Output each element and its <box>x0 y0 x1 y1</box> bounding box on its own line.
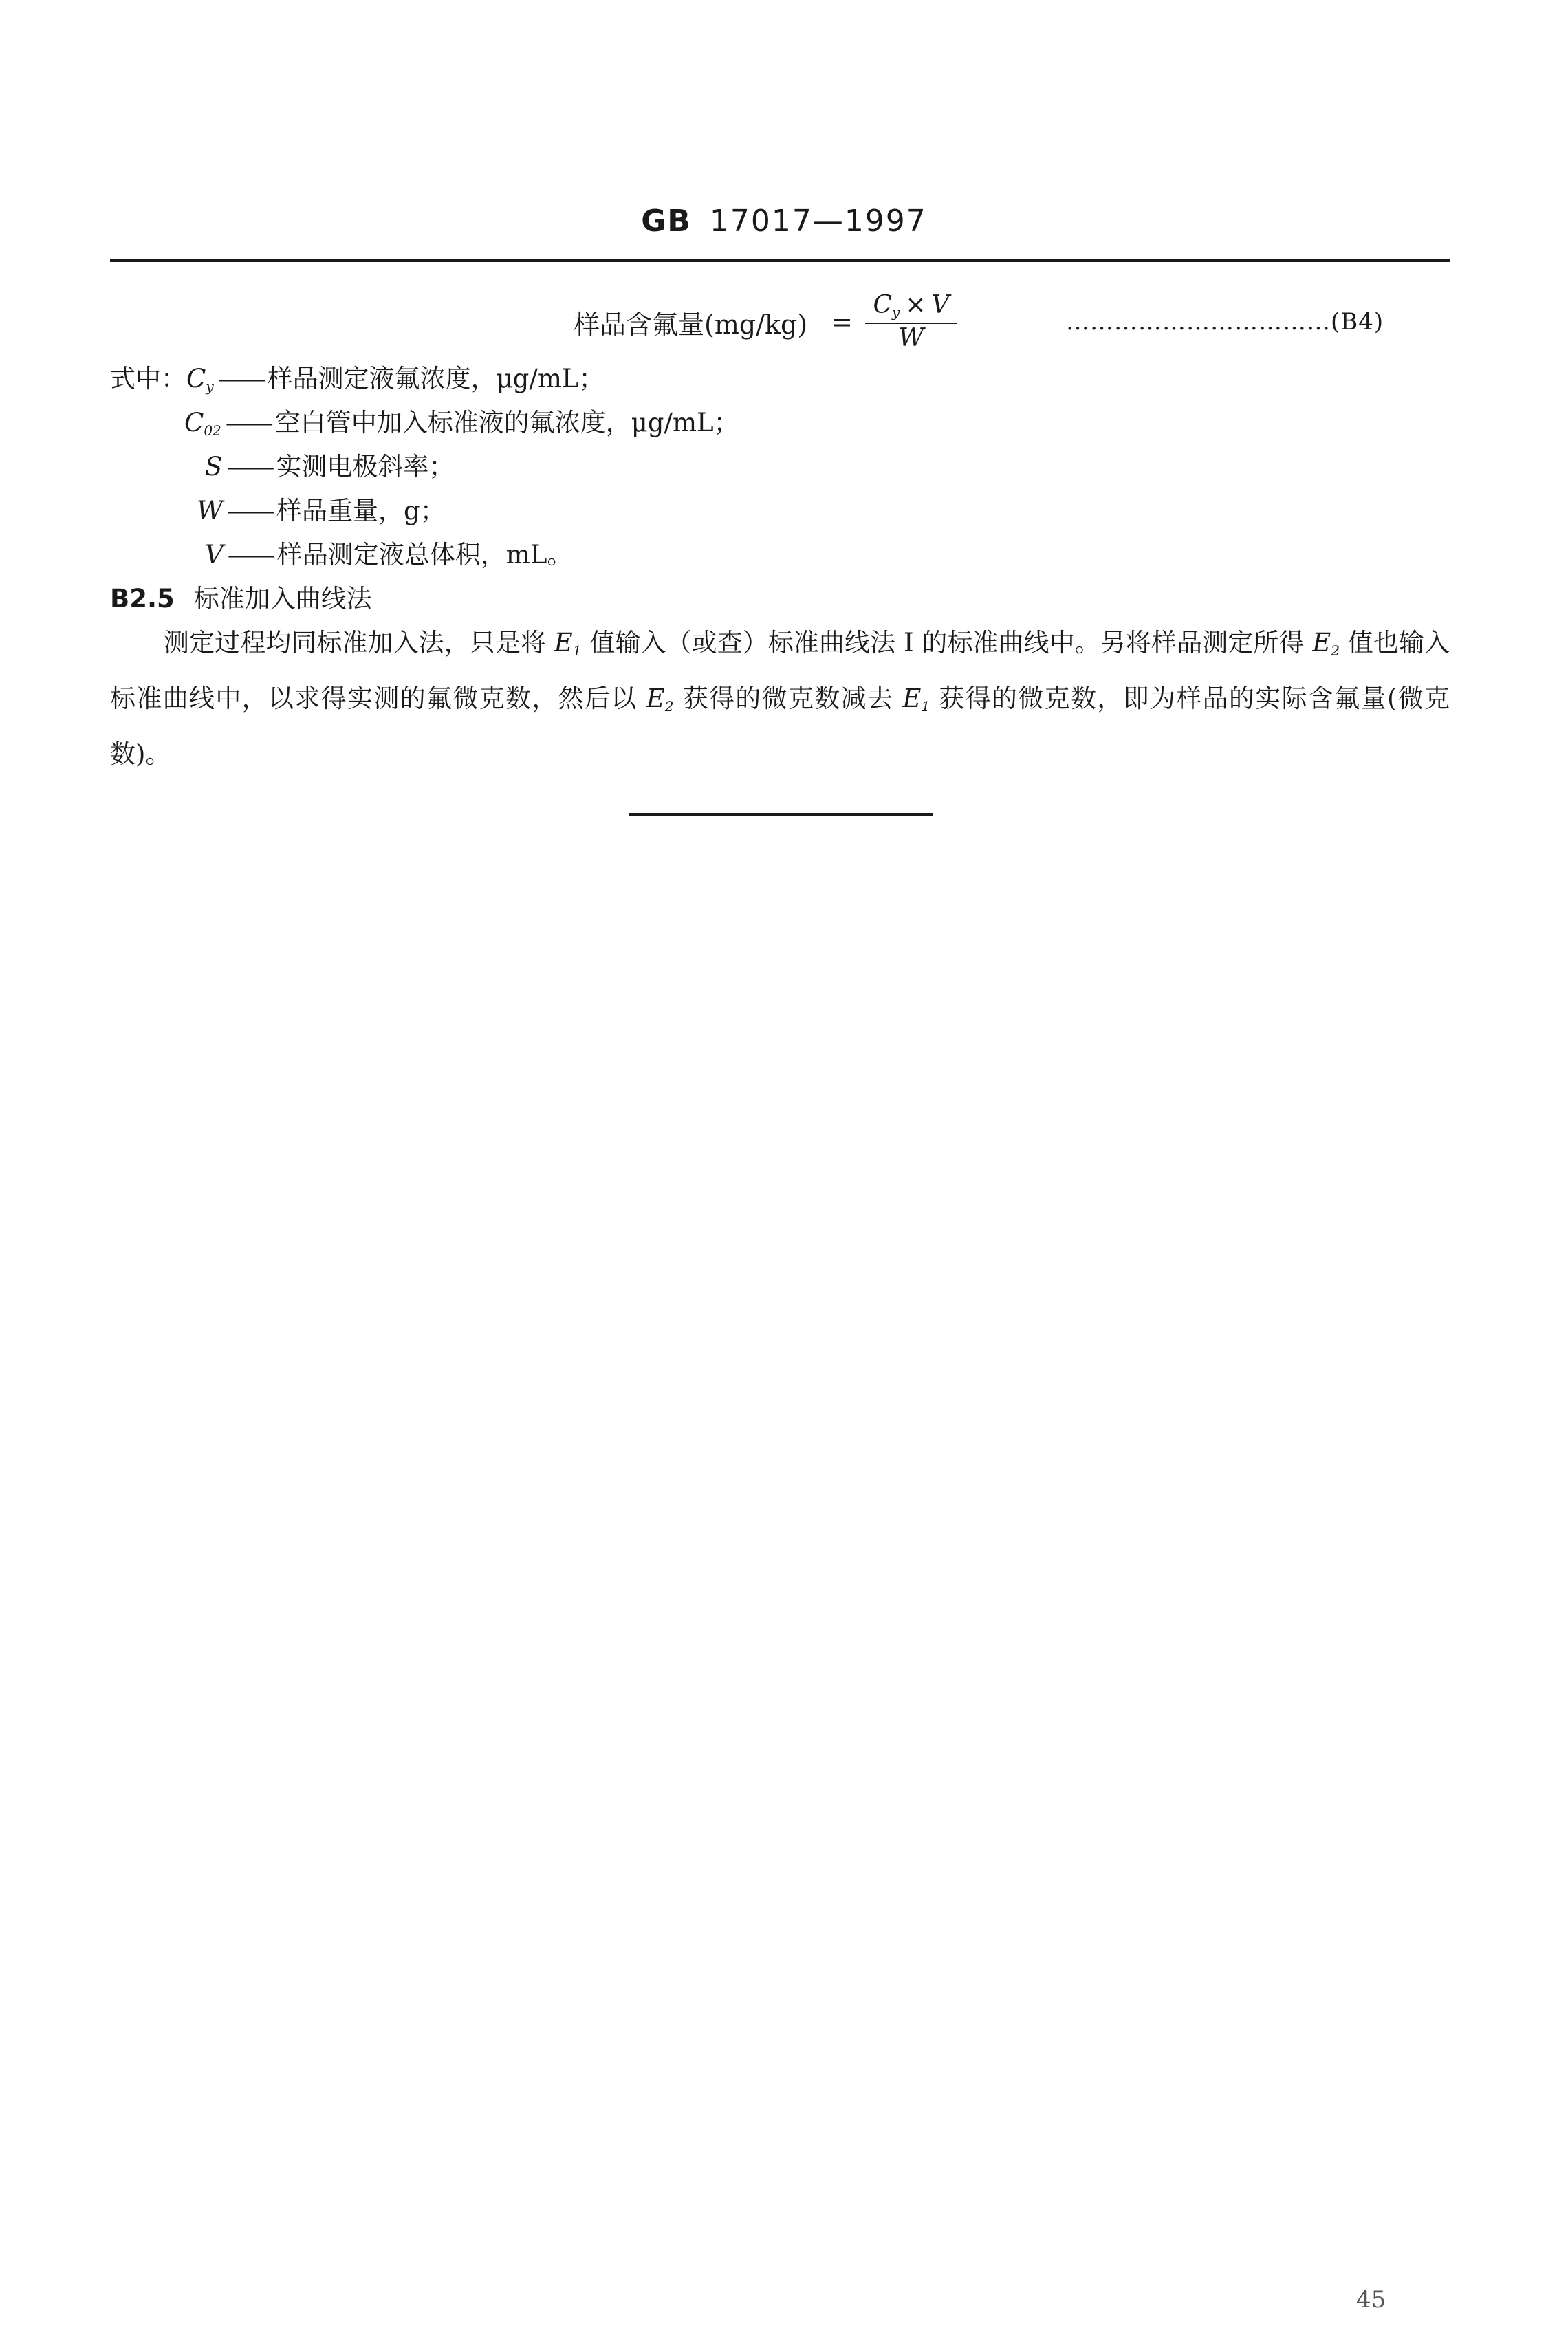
equation-number: ……………………………(B4) <box>1066 308 1384 336</box>
where-dash: —— <box>225 408 271 437</box>
where-desc: 样品测定液氟浓度，μg/mL； <box>267 364 605 393</box>
header-rule <box>110 259 1450 262</box>
where-desc: 样品测定液总体积，mL。 <box>276 540 573 569</box>
where-dash: —— <box>217 364 263 393</box>
e-symbol-sub: 1 <box>572 642 582 659</box>
paragraph-text: 获得的微克数减去 <box>682 684 894 713</box>
where-symbol: C <box>184 408 204 437</box>
fraction-denominator: W <box>898 324 924 353</box>
where-desc: 空白管中加入标准液的氟浓度，μg/mL； <box>274 408 739 437</box>
formula-equals: = <box>831 307 853 337</box>
where-dash: —— <box>226 452 272 481</box>
section-title: 标准加入曲线法 <box>193 584 372 613</box>
numerator-var-c: C <box>873 291 893 320</box>
where-line-5 <box>205 534 572 571</box>
formula-b4 <box>574 287 957 356</box>
numerator-var-v: V <box>931 291 950 320</box>
where-line-3 <box>205 446 454 483</box>
page-number: 45 <box>1356 2286 1386 2314</box>
paragraph-text: 获得的微克数，即为样品的实际含氟量(微克数)。 <box>110 684 1450 769</box>
where-symbol-sub: y <box>206 378 214 395</box>
e-symbol-sub: 1 <box>921 698 930 715</box>
end-rule <box>629 813 933 816</box>
where-symbol: V <box>205 540 224 569</box>
paragraph-text: 测定过程均同标准加入法，只是将 <box>164 628 546 657</box>
numerator-var-c-sub: y <box>892 304 900 321</box>
where-symbol-sub: 02 <box>204 422 221 439</box>
standard-number: 17017—1997 <box>709 204 927 239</box>
where-desc: 样品重量，g； <box>276 496 446 525</box>
where-line-2 <box>184 402 739 439</box>
formula-lhs: 样品含氟量(mg/kg) <box>574 309 808 340</box>
where-intro: 式中： <box>110 364 186 393</box>
where-dash: —— <box>227 540 273 569</box>
section-heading <box>110 578 372 615</box>
formula-fraction <box>865 292 957 351</box>
page-header <box>0 204 1568 239</box>
paragraph-text: 值输入（或查）标准曲线法 I 的标准曲线中。另将样品测定所得 <box>589 628 1305 657</box>
body-paragraph <box>110 619 1450 779</box>
where-desc: 实测电极斜率； <box>276 452 455 481</box>
where-line-4 <box>197 490 446 527</box>
where-dash: —— <box>227 496 273 525</box>
where-symbol: C <box>186 364 206 393</box>
fraction-numerator <box>869 292 954 323</box>
section-number: B2.5 <box>110 584 175 613</box>
where-symbol: S <box>205 452 223 481</box>
e-symbol-sub: 2 <box>1331 642 1340 659</box>
standard-prefix: GB <box>641 204 692 239</box>
e-symbol-sub: 2 <box>664 698 674 715</box>
e-symbol: E <box>646 684 665 713</box>
paragraph-text: 值也输入标准曲线中，以求得实测的氟微克数，然后以 <box>110 628 1450 713</box>
e-symbol: E <box>902 684 922 713</box>
e-symbol: E <box>554 628 573 657</box>
where-line-1 <box>110 358 604 395</box>
times-sign: × <box>905 291 926 320</box>
where-symbol: W <box>197 496 224 525</box>
e-symbol: E <box>1312 628 1331 657</box>
